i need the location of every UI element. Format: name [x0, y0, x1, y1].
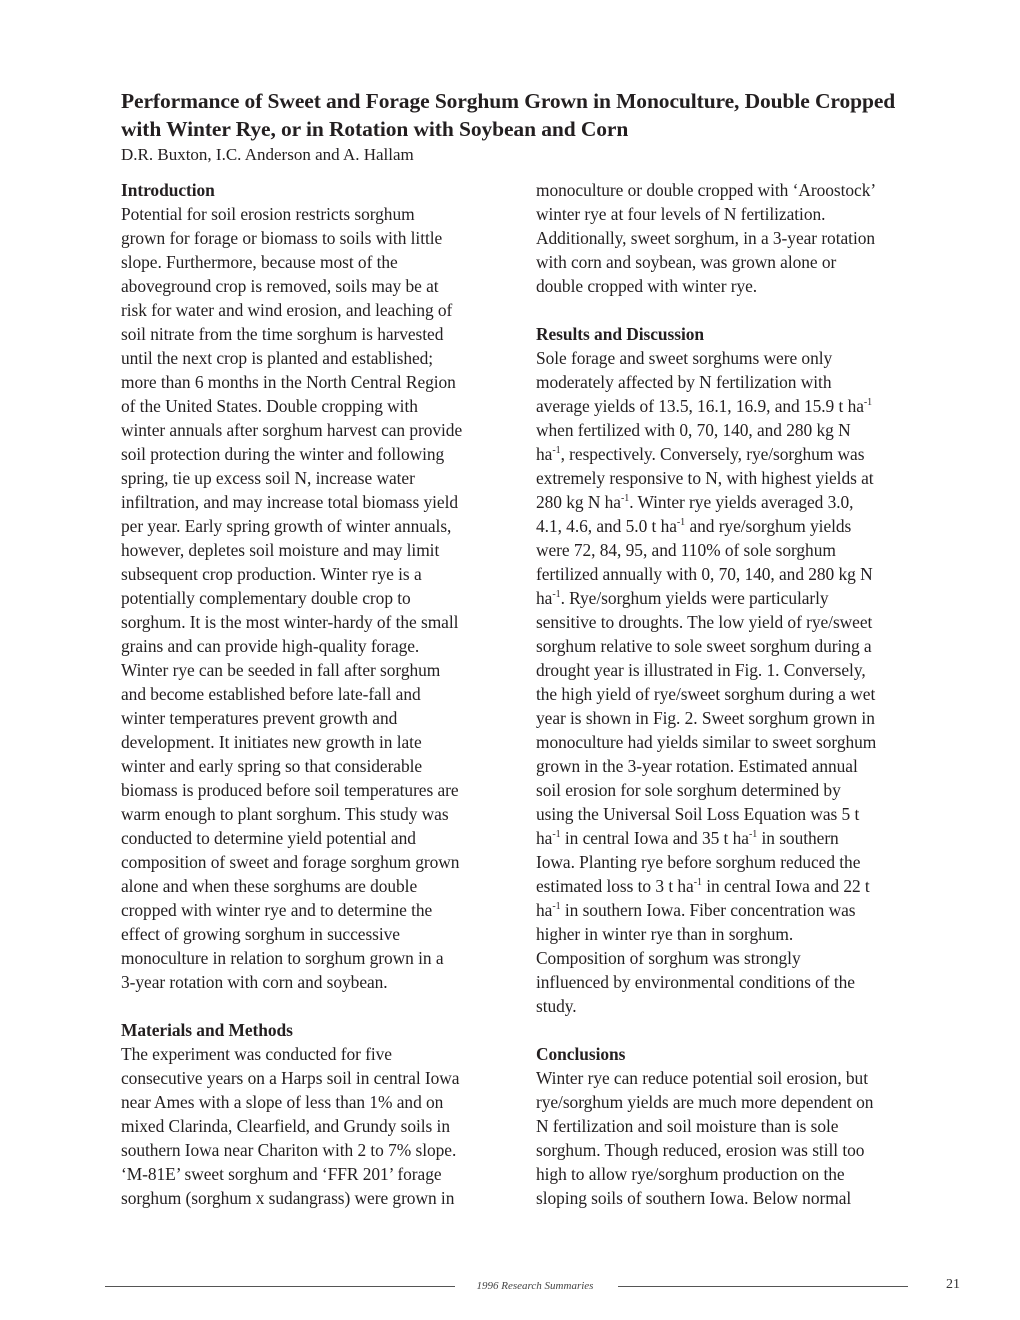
footer-rule-left [105, 1286, 455, 1287]
page-number: 21 [946, 1277, 960, 1292]
right-column [536, 178, 936, 1210]
methods-text-continued: monoculture or double cropped with ‘Aroostock’ winter rye at four levels of N fertilization. Additionally, sweet sorghum, in a 3-year rotation with corn and soybean, was grown alone or double cropped with winter rye. [536, 180, 877, 296]
results-heading: Results and Discussion [536, 324, 705, 344]
conclusions-text: Winter rye can reduce potential soil erosion, but rye/sorghum yields are much more dependent on N fertilization and soil moisture than is sole sorghum. Though reduced, erosion was still too high to allow rye/sorghum production on the sloping soils of southern Iowa. Below normal [536, 1068, 874, 1208]
methods-text: The experiment was conducted for five consecutive years on a Harps soil in central Iowa near Ames with a slope of less than 1% and on mixed Clarinda, Clearfield, and Grundy soils in southern Iowa near Chariton with 2 to 7% slope. ‘M-81E’ sweet sorghum and ‘FFR 201’ forage sorghum (sorghum x sudangrass) were grown in [121, 1044, 460, 1208]
results-text: Sole forage and sweet sorghums were only moderately affected by N fertilization with average yields of 13.5, 16.1, 16.9, and 15.9 t $ha^{-1}$ when fertilized with 0, 70, 140, and 280 kg N $ha^{-1}$, respectively. Conversely, rye/sorghum was extremely responsive to N, with highest yields at 280 kg N $ha^{-1}$. Winter rye yields averaged 3.0, 4.1, 4.6, and 5.0 t $ha^{-1}$ and rye/sorghum yields were 72, 84, 95, and 110% of sole sorghum fertilized annually with 0, 70, 140, and 280 kg N $ha^{-1}$. Rye/sorghum yields were particularly sensitive to droughts. The low yield of rye/sweet sorghum relative to sole sweet sorghum during a drought year is illustrated in Fig. 1. Conversely, the high yield of rye/sweet sorghum during a wet year is shown in Fig. 2. Sweet sorghum grown in monoculture had yields similar to sweet sorghum grown in the 3-year rotation. Estimated annual soil erosion for sole sorghum determined by using the Universal Soil Loss Equation was 5 t $ha^{-1}$ in central Iowa and 35 t $ha^{-1}$ in southern Iowa. Planting rye before sorghum reduced the estimated loss to 3 t $ha^{-1}$ in central Iowa and 22 t $ha^{-1}$ in southern Iowa. Fiber concentration was higher in winter rye than in sorghum. Composition of sorghum was strongly influenced by environmental conditions of the study. [536, 348, 877, 1016]
authors: D.R. Buxton, I.C. Anderson and A. Hallam [121, 145, 414, 164]
footer-rule-right [618, 1286, 908, 1287]
left-column [121, 178, 519, 1210]
conclusions-heading: Conclusions [536, 1044, 626, 1064]
methods-heading: Materials and Methods [121, 1020, 293, 1040]
article-title: Performance of Sweet and Forage Sorghum Grown in Monoculture, Double Cropped with Winter Rye, or in Rotation with Soybean and Corn [121, 89, 896, 141]
introduction-text: Potential for soil erosion restricts sorghum grown for forage or biomass to soils with little slope. Furthermore, because most of the aboveground crop is removed, soils may be at risk for water and wind erosion, and leaching of soil nitrate from the time sorghum is harvested until the next crop is planted and established; more than 6 months in the North Central Region of the United States. Double cropping with winter annuals after sorghum harvest can provide soil protection during the winter and following spring, tie up excess soil N, increase water infiltration, and may increase total biomass yield per year. Early spring growth of winter annuals, however, depletes soil moisture and may limit subsequent crop production. Winter rye is a potentially complementary double crop to sorghum. It is the most winter-hardy of the small grains and can provide high-quality forage. Winter rye can be seeded in fall after sorghum and become established before late-fall and winter temperatures prevent growth and development. It initiates new growth in late winter and early spring so that considerable biomass is produced before soil temperatures are warm enough to plant sorghum. This study was conducted to determine yield potential and composition of sweet and forage sorghum grown alone and when these sorghums are double cropped with winter rye and to determine the effect of growing sorghum in successive monoculture in relation to sorghum grown in a 3-year rotation with corn and soybean. [121, 204, 463, 992]
introduction-heading: Introduction [121, 180, 215, 200]
footer-publication: 1996 Research Summaries [476, 1280, 594, 1292]
